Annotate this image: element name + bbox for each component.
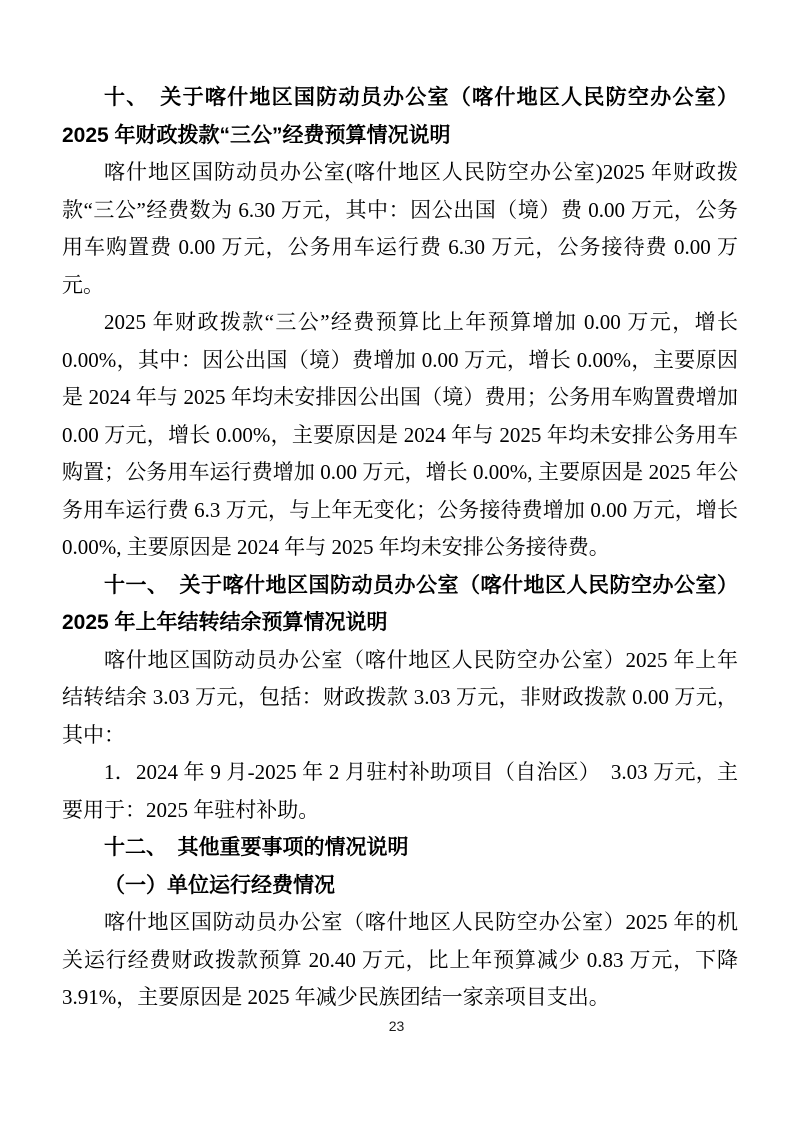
section-11-paragraph-2: 1．2024 年 9 月-2025 年 2 月驻村补助项目（自治区） 3.03 万元，主要用于：2025 年驻村补助。 xyxy=(62,760,738,822)
section-11-paragraph-1: 喀什地区国防动员办公室（喀什地区人民防空办公室）2025 年上年结转结余 3.03 万元，包括：财政拨款 3.03 万元，非财政拨款 0.00 万元，其中： xyxy=(62,647,738,747)
page-number: 23 xyxy=(388,1018,405,1034)
section-11-heading: 十一、 关于喀什地区国防动员办公室（喀什地区人民防空办公室）2025 年上年结转结余预算情况说明 xyxy=(62,573,738,634)
section-10-paragraph-1: 喀什地区国防动员办公室(喀什地区人民防空办公室)2025 年财政拨款“三公”经费数为 6.30 万元，其中：因公出国（境）费 0.00 万元，公务用车购置费 0.00 万元，公务用车运行费 6.30 万元，公务接待费 0.00 万元。 xyxy=(62,160,738,297)
section-10-heading: 十、 关于喀什地区国防动员办公室（喀什地区人民防空办公室）2025 年财政拨款“三公”经费预算情况说明 xyxy=(62,86,738,147)
document-content xyxy=(62,79,738,1017)
section-10-paragraph-2: 2025 年财政拨款“三公”经费预算比上年预算增加 0.00 万元，增长 0.00%，其中：因公出国（境）费增加 0.00 万元，增长 0.00%，主要原因是 2024 年与 2025 年均未安排因公出国（境）费用；公务用车购置费增加 0.00 万元，增长 0.00%，主要原因是 2024 年与 2025 年均未安排公务用车购置；公务用车运行费增加 0.00 万元，增长 0.00%, 主要原因是 2025 年公务用车运行费 6.3 万元，与上年无变化；公务接待费增加 0.00 万元，增长 0.00%, 主要原因是 2024 年与 2025 年均未安排公务接待费。 xyxy=(62,310,738,559)
section-12-paragraph-1: 喀什地区国防动员办公室（喀什地区人民防空办公室）2025 年的机关运行经费财政拨款预算 20.40 万元，比上年预算减少 0.83 万元，下降 3.91%，主要原因是 2025 年减少民族团结一家亲项目支出。 xyxy=(62,910,738,1009)
section-12-heading: 十二、 其他重要事项的情况说明 xyxy=(104,836,409,859)
section-12-subheading-1: （一）单位运行经费情况 xyxy=(104,873,335,897)
